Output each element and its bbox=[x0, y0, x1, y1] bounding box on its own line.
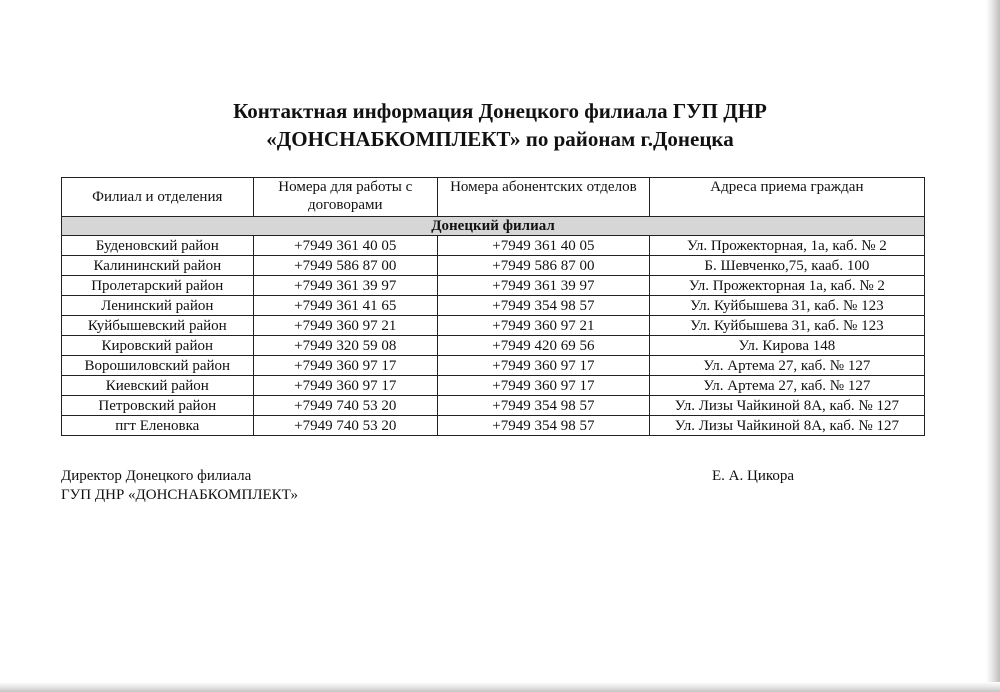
cell-contract-phone: +7949 586 87 00 bbox=[253, 256, 437, 276]
document-title bbox=[0, 97, 1000, 153]
cell-subscriber-phone: +7949 361 40 05 bbox=[438, 236, 650, 256]
group-row bbox=[62, 217, 925, 236]
cell-subscriber-phone: +7949 420 69 56 bbox=[438, 336, 650, 356]
cell-subscriber-phone: +7949 354 98 57 bbox=[438, 296, 650, 316]
header-branch: Филиал и отделения bbox=[62, 178, 254, 217]
cell-subscriber-phone: +7949 586 87 00 bbox=[438, 256, 650, 276]
cell-contract-phone: +7949 320 59 08 bbox=[253, 336, 437, 356]
group-label: Донецкий филиал bbox=[62, 217, 925, 236]
cell-district: Кировский район bbox=[62, 336, 254, 356]
cell-address: Ул. Кирова 148 bbox=[649, 336, 924, 356]
table-row bbox=[62, 376, 925, 396]
signer-position-line-2: ГУП ДНР «ДОНСНАБКОМПЛЕКТ» bbox=[61, 487, 298, 503]
cell-address: Ул. Куйбышева 31, каб. № 123 bbox=[649, 296, 924, 316]
cell-address: Ул. Куйбышева 31, каб. № 123 bbox=[649, 316, 924, 336]
cell-address: Ул. Лизы Чайкиной 8А, каб. № 127 bbox=[649, 396, 924, 416]
header-addresses: Адреса приема граждан bbox=[649, 178, 924, 217]
cell-district: Ленинский район bbox=[62, 296, 254, 316]
signer-name: Е. А. Цикора bbox=[712, 468, 795, 484]
cell-address: Ул. Артема 27, каб. № 127 bbox=[649, 376, 924, 396]
cell-district: Киевский район bbox=[62, 376, 254, 396]
table-row bbox=[62, 236, 925, 256]
table-row bbox=[62, 256, 925, 276]
cell-subscriber-phone: +7949 361 39 97 bbox=[438, 276, 650, 296]
cell-subscriber-phone: +7949 360 97 17 bbox=[438, 356, 650, 376]
cell-contract-phone: +7949 360 97 17 bbox=[253, 376, 437, 396]
header-subscriber-phones: Номера абонентских отделов bbox=[438, 178, 650, 217]
cell-contract-phone: +7949 740 53 20 bbox=[253, 416, 437, 436]
contacts-table bbox=[61, 177, 925, 436]
table-header-row bbox=[62, 178, 925, 217]
table-row bbox=[62, 296, 925, 316]
table-row bbox=[62, 336, 925, 356]
cell-address: Ул. Прожекторная, 1а, каб. № 2 bbox=[649, 236, 924, 256]
cell-contract-phone: +7949 361 41 65 bbox=[253, 296, 437, 316]
cell-district: Петровский район bbox=[62, 396, 254, 416]
cell-subscriber-phone: +7949 360 97 21 bbox=[438, 316, 650, 336]
cell-contract-phone: +7949 361 39 97 bbox=[253, 276, 437, 296]
cell-district: Ворошиловский район bbox=[62, 356, 254, 376]
signature-block bbox=[61, 467, 298, 505]
table-row bbox=[62, 316, 925, 336]
table-row bbox=[62, 416, 925, 436]
cell-contract-phone: +7949 361 40 05 bbox=[253, 236, 437, 256]
title-line-2: «ДОНСНАБКОМПЛЕКТ» по районам г.Донецка bbox=[266, 127, 734, 151]
cell-address: Б. Шевченко,75, кааб. 100 bbox=[649, 256, 924, 276]
cell-address: Ул. Артема 27, каб. № 127 bbox=[649, 356, 924, 376]
table-row bbox=[62, 276, 925, 296]
cell-district: Калининский район bbox=[62, 256, 254, 276]
cell-district: Куйбышевский район bbox=[62, 316, 254, 336]
cell-contract-phone: +7949 360 97 21 bbox=[253, 316, 437, 336]
table-body bbox=[62, 217, 925, 436]
cell-subscriber-phone: +7949 354 98 57 bbox=[438, 396, 650, 416]
table-row bbox=[62, 396, 925, 416]
cell-district: Пролетарский район bbox=[62, 276, 254, 296]
cell-subscriber-phone: +7949 354 98 57 bbox=[438, 416, 650, 436]
signer-position-line-1: Директор Донецкого филиала bbox=[61, 468, 252, 484]
cell-address: Ул. Лизы Чайкиной 8А, каб. № 127 bbox=[649, 416, 924, 436]
cell-district: Буденовский район bbox=[62, 236, 254, 256]
table-row bbox=[62, 356, 925, 376]
page-edge-shadow-bottom bbox=[0, 682, 1000, 692]
title-line-1: Контактная информация Донецкого филиала ГУП ДНР bbox=[233, 99, 767, 123]
cell-contract-phone: +7949 740 53 20 bbox=[253, 396, 437, 416]
header-contract-phones: Номера для работы с договорами bbox=[253, 178, 437, 217]
cell-subscriber-phone: +7949 360 97 17 bbox=[438, 376, 650, 396]
cell-contract-phone: +7949 360 97 17 bbox=[253, 356, 437, 376]
cell-district: пгт Еленовка bbox=[62, 416, 254, 436]
cell-address: Ул. Прожекторная 1а, каб. № 2 bbox=[649, 276, 924, 296]
